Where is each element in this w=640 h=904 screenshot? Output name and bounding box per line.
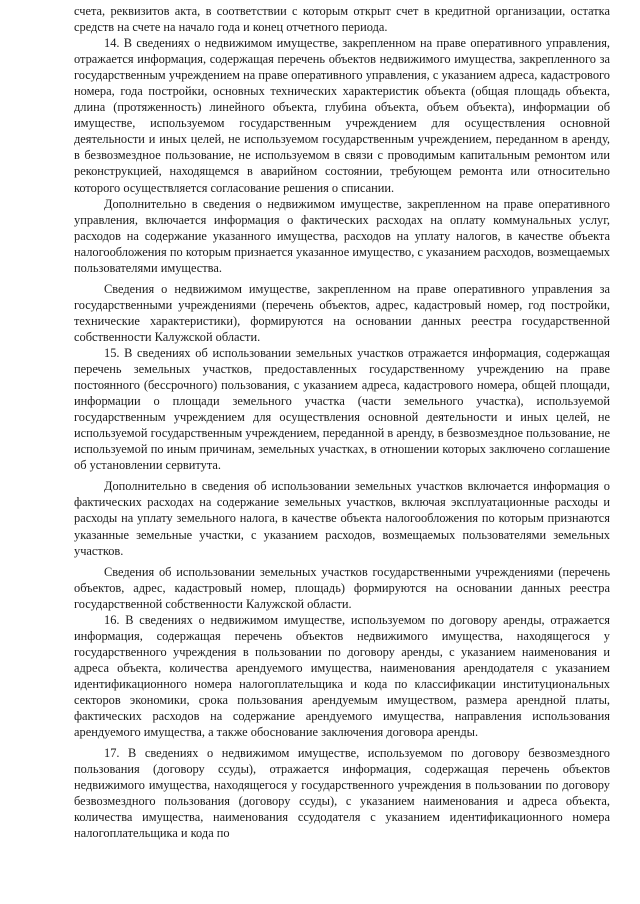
paragraph-item-14-addition: Дополнительно в сведения о недвижимом имуществе, закрепленном на праве оперативного управления, включается информация о фактических расходах на оплату коммунальных услуг, расходов на содержание указанного имущества, расходов на уплату налогов, в качестве объекта налогообложения по которым признается указанное имущество, с указанием расходов, возмещаемых пользователями имущества.: [74, 196, 610, 275]
paragraph-item-14-registry: Сведения о недвижимом имуществе, закрепленном на праве оперативного управления за государственными учреждениями (перечень объектов, адрес, кадастровый номер, год постройки, технические характеристики), формируются на основании данных реестра государственной собственности Калужской области.: [74, 281, 610, 344]
paragraph-item-15-addition: Дополнительно в сведения об использовании земельных участков включается информация о фактических расходах на содержание земельных участков, включая эксплуатационные расходы и расходы на уплату земельного налога, в качестве объекта налогообложения по которым признаются указанные земельные участки, с указанием расходов, возмещаемых пользователями земельных участков.: [74, 479, 610, 558]
paragraph-item-14: 14. В сведениях о недвижимом имуществе, закрепленном на праве оперативного управления, отражается информация, содержащая перечень объектов недвижимого имущества, закрепленного за государственным учреждением на праве оперативного управления, с указанием адреса, кадастрового номера, года постройки, основных технических характеристик объекта (общая площадь объекта, длина (протяженность) линейного объекта, глубина объекта, объем объекта), информации об имуществе, используемом государственным учреждением для осуществления основной деятельности и иных целей, не используемом государственным учреждением, переданном в аренду, в безвозмездное пользование, не используемом в связи с проводимым капитальным ремонтом или реконструкцией, находящемся в аварийном состоянии, требующем ремонта или относительно которого осуществляется согласование решения о списании.: [74, 36, 610, 195]
paragraph-item-16: 16. В сведениях о недвижимом имуществе, используемом по договору аренды, отражается информация, содержащая перечень объектов недвижимого имущества, находящегося у государственного учреждения в пользовании по договору аренды, с указанием наименования и адреса объекта, количества арендуемого имущества, наименования арендодателя с указанием идентификационного номера налогоплательщика и кода по классификации институциональных секторов экономики, срока пользования арендуемым имуществом, размера арендной платы, фактических расходов на содержание арендуемого имущества, направления использования арендуемого имущества, а также обоснование заключения договора аренды.: [74, 612, 610, 740]
paragraph-continuation: счета, реквизитов акта, в соответствии с которым открыт счет в кредитной организации, остатка средств на счете на начало года и конец отчетного периода.: [74, 4, 610, 35]
paragraph-item-17: 17. В сведениях о недвижимом имуществе, используемом по договору безвозмездного пользования (договору ссуды), отражается информация, содержащая перечень объектов недвижимого имущества, находящегося у государственного учреждения в пользовании по договору безвозмездного пользования (договору ссуды), с указанием наименования и адреса объекта, количества имущества, наименования ссудодателя с указанием идентификационного номера налогоплательщика и кода по: [74, 746, 610, 841]
paragraph-item-15-registry: Сведения об использовании земельных участков государственными учреждениями (перечень объектов, адрес, кадастровый номер, площадь) формируются на основании данных реестра государственной собственности Калужской области.: [74, 564, 610, 611]
paragraph-item-15: 15. В сведениях об использовании земельных участков отражается информация, содержащая перечень земельных участков, предоставленных государственному учреждению на праве постоянного (бессрочного) пользования, с указанием адреса, кадастрового номера, общей площади, информации о площади земельного участка (части земельного участка), используемой государственным учреждением для осуществления основной деятельности и иных целей, не используемой государственным учреждением, переданной в аренду, в безвозмездное пользование, не используемой по иным причинам, земельных участках, в отношении которых заключено соглашение об установлении сервитута.: [74, 345, 610, 473]
